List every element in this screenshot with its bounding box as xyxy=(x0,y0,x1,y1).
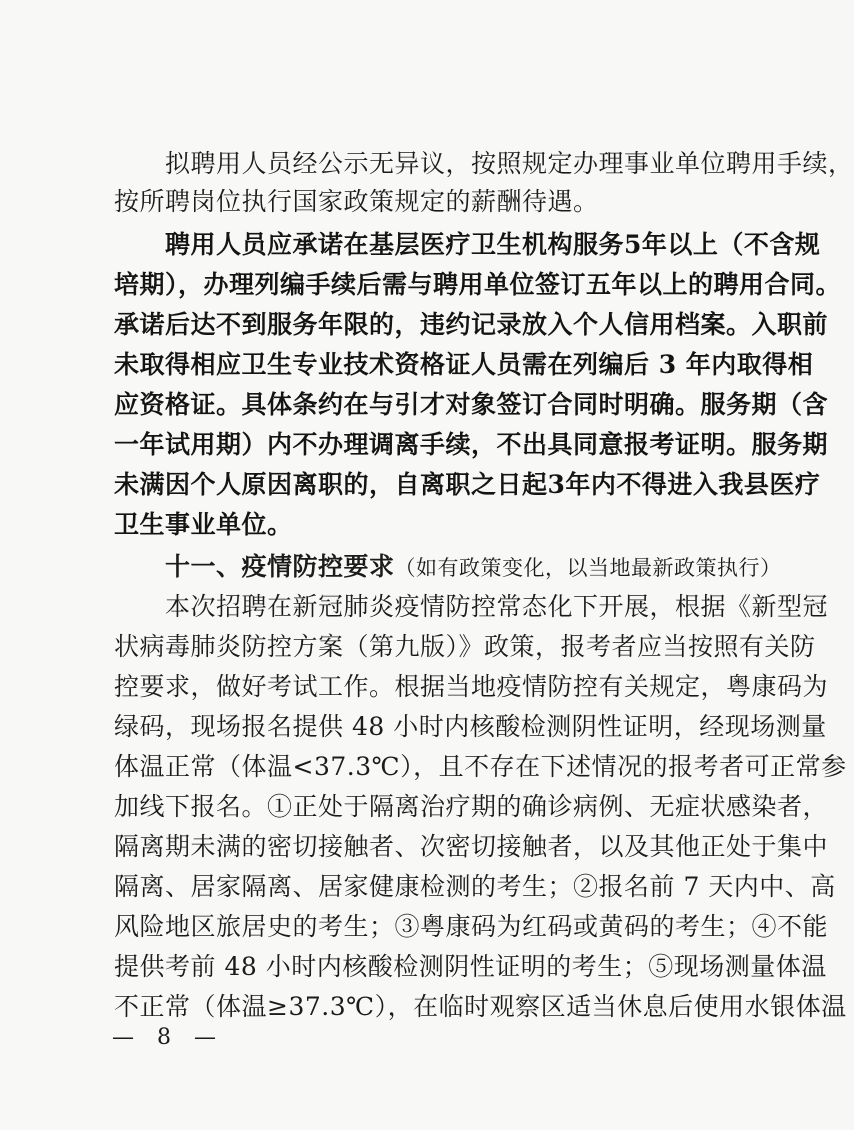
text-line: 承诺后达不到服务年限的，违约记录放入个人信用档案。入职前 xyxy=(114,310,829,339)
text-line: 加线下报名。①正处于隔离治疗期的确诊病例、无症状感染者， xyxy=(114,792,829,821)
text-line: 不正常（体温≥37.3℃），在临时观察区适当休息后使用水银体温 xyxy=(114,992,847,1021)
text-line: 控要求，做好考试工作。根据当地疫情防控有关规定，粤康码为 xyxy=(114,672,829,701)
text-line: 培期），办理列编手续后需与聘用单位签订五年以上的聘用合同。 xyxy=(114,270,842,299)
text-line: 提供考前 48 小时内核酸检测阴性证明的考生；⑤现场测量体温 xyxy=(114,952,827,981)
text-line: 一年试用期）内不办理调离手续，不出具同意报考证明。服务期 xyxy=(114,430,829,459)
text-line: 未满因个人原因离职的，自离职之日起3年内不得进入我县医疗 xyxy=(114,470,821,499)
text-line: 未取得相应卫生专业技术资格证人员需在列编后 3 年内取得相 xyxy=(114,350,814,379)
text-line: 卫生事业单位。 xyxy=(114,510,293,539)
text-line: 隔离、居家隔离、居家健康检测的考生；②报名前 7 天内中、高 xyxy=(114,872,836,901)
section-heading-note: （如有政策变化，以当地最新政策执行） xyxy=(394,556,782,580)
section-heading xyxy=(114,547,782,587)
text-line: 拟聘用人员经公示无异议，按照规定办理事业单位聘用手续， xyxy=(114,149,854,178)
text-line: 状病毒肺炎防控方案（第九版）》政策，报考者应当按照有关防 xyxy=(114,632,816,661)
text-line: 体温正常（体温<37.3℃），且不存在下述情况的报考者可正常参 xyxy=(114,752,847,781)
text-line: 应资格证。具体条约在与引才对象签订合同时明确。服务期（含 xyxy=(114,390,829,419)
text-line: 本次招聘在新冠肺炎疫情防控常态化下开展，根据《新型冠 xyxy=(114,592,829,621)
text-line: 风险地区旅居史的考生；③粤康码为红码或黄码的考生；④不能 xyxy=(114,912,829,941)
text-line: 聘用人员应承诺在基层医疗卫生机构服务5年以上（不含规 xyxy=(114,230,821,259)
text-line: 隔离期未满的密切接触者、次密切接触者，以及其他正处于集中 xyxy=(114,832,829,861)
page-number: — 8 — xyxy=(112,1025,224,1050)
section-heading-title: 十一、疫情防控要求 xyxy=(114,552,395,581)
text-line: 绿码，现场报名提供 48 小时内核酸检测阴性证明，经现场测量 xyxy=(114,712,827,741)
text-line: 按所聘岗位执行国家政策规定的薪酬待遇。 xyxy=(114,187,599,216)
